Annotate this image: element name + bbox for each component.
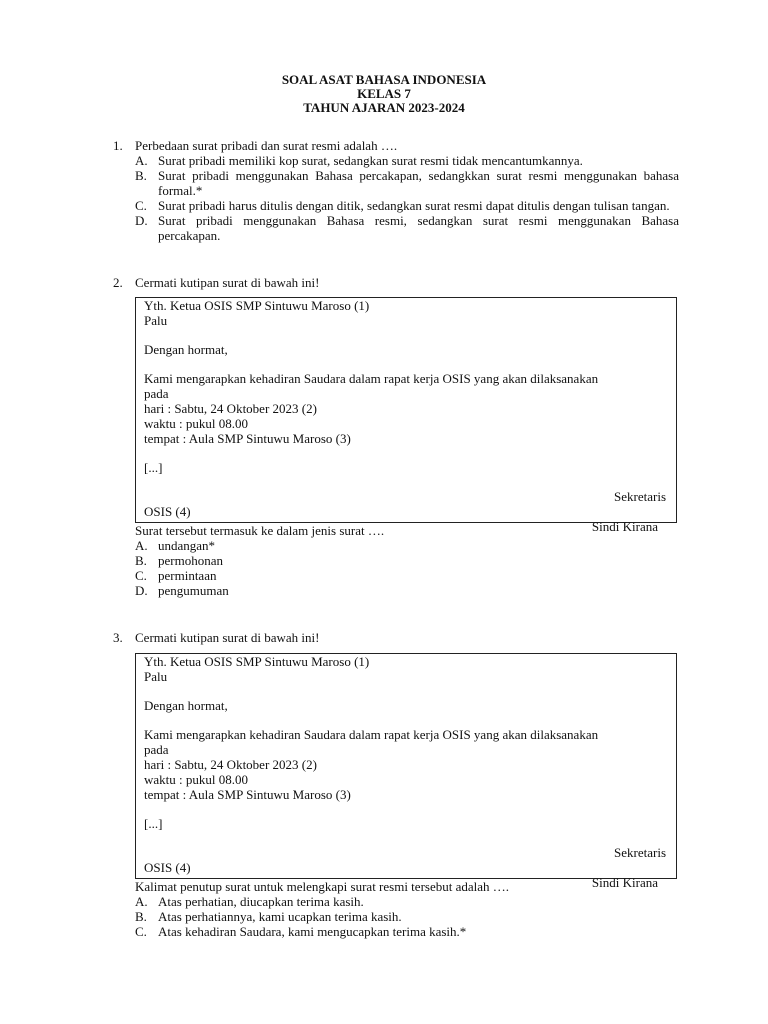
header-year: TAHUN AJARAN 2023-2024	[303, 100, 465, 115]
question-text: Cermati kutipan surat di bawah ini!	[135, 630, 320, 645]
option-letter: A.	[135, 153, 148, 168]
question-2	[113, 275, 679, 598]
option-letter: C.	[135, 924, 147, 939]
question-prompt: Surat tersebut termasuk ke dalam jenis surat ….	[135, 523, 385, 538]
letter-day: hari : Sabtu, 24 Oktober 2023 (2)	[144, 757, 317, 772]
header-title: SOAL ASAT BAHASA INDONESIA	[281, 72, 487, 87]
question-number: 2.	[113, 275, 123, 290]
letter-greeting: Dengan hormat,	[144, 342, 228, 357]
option-letter: B.	[135, 909, 147, 924]
letter-time: waktu : pukul 08.00	[144, 416, 248, 431]
option-letter: B.	[135, 168, 147, 183]
header-class: KELAS 7	[357, 86, 411, 101]
letter-greeting: Dengan hormat,	[144, 698, 228, 713]
letter-body-cont: pada	[144, 386, 169, 401]
option-a	[135, 894, 679, 909]
option-d	[135, 583, 679, 598]
letter-body: Kami mengarapkan kehadiran Saudara dalam rapat kerja OSIS yang akan dilaksanakan	[144, 727, 599, 742]
letter-osis: OSIS (4)	[144, 860, 191, 875]
letter-body: Kami mengarapkan kehadiran Saudara dalam rapat kerja OSIS yang akan dilaksanakan	[144, 371, 599, 386]
option-text: undangan*	[158, 538, 216, 553]
letter-place: tempat : Aula SMP Sintuwu Maroso (3)	[144, 787, 351, 802]
option-text: Surat pribadi harus ditulis dengan ditik, sedangkan surat resmi dapat ditulis dengan tulisan tangan.	[158, 198, 670, 213]
option-b	[135, 909, 679, 924]
question-text: Perbedaan surat pribadi dan surat resmi adalah ….	[135, 138, 398, 153]
option-text: pengumuman	[158, 583, 229, 598]
option-letter: C.	[135, 198, 147, 213]
option-text: Surat pribadi menggunakan Bahasa percakapan, sedangkkan surat resmi menggunakan bahasa formal.*	[158, 168, 679, 198]
question-number: 1.	[113, 138, 123, 153]
option-text: Atas perhatian, diucapkan terima kasih.	[158, 894, 364, 909]
letter-osis: OSIS (4)	[144, 504, 191, 519]
letter-day: hari : Sabtu, 24 Oktober 2023 (2)	[144, 401, 317, 416]
letter-ellipsis: [...]	[144, 460, 163, 475]
option-text: Surat pribadi menggunakan Bahasa resmi, sedangkan surat resmi menggunakan Bahasa percakapan.	[158, 213, 679, 243]
letter-city: Palu	[144, 313, 168, 328]
letter-sign-name: Sindi Kirana	[591, 519, 658, 534]
letter-ellipsis: [...]	[144, 816, 163, 831]
option-a	[135, 153, 679, 168]
option-text: Atas perhatiannya, kami ucapkan terima kasih.	[158, 909, 402, 924]
option-text: Atas kehadiran Saudara, kami mengucapkan terima kasih.*	[158, 924, 467, 939]
option-d	[135, 213, 679, 243]
option-c	[135, 924, 679, 939]
question-1	[113, 138, 679, 243]
option-c	[135, 198, 679, 213]
letter-place: tempat : Aula SMP Sintuwu Maroso (3)	[144, 431, 351, 446]
option-b	[135, 553, 679, 568]
option-letter: D.	[135, 583, 148, 598]
option-letter: C.	[135, 568, 147, 583]
option-letter: A.	[135, 894, 148, 909]
letter-time: waktu : pukul 08.00	[144, 772, 248, 787]
letter-body-cont: pada	[144, 742, 169, 757]
letter-sign-name: Sindi Kirana	[591, 875, 658, 890]
letter-recipient: Yth. Ketua OSIS SMP Sintuwu Maroso (1)	[144, 298, 370, 313]
option-text: Surat pribadi memiliki kop surat, sedangkan surat resmi tidak mencantumkannya.	[158, 153, 583, 168]
option-b	[135, 168, 679, 198]
option-text: permintaan	[158, 568, 217, 583]
option-letter: A.	[135, 538, 148, 553]
question-3	[113, 630, 679, 939]
document-header	[0, 73, 768, 115]
option-letter: D.	[135, 213, 148, 228]
option-letter: B.	[135, 553, 147, 568]
question-text: Cermati kutipan surat di bawah ini!	[135, 275, 320, 290]
option-c	[135, 568, 679, 583]
option-a	[135, 538, 679, 553]
letter-city: Palu	[144, 669, 168, 684]
letter-recipient: Yth. Ketua OSIS SMP Sintuwu Maroso (1)	[144, 654, 370, 669]
option-text: permohonan	[158, 553, 223, 568]
letter-sign-title: Sekretaris	[614, 845, 666, 860]
question-number: 3.	[113, 630, 123, 645]
letter-sign-title: Sekretaris	[614, 489, 666, 504]
question-prompt: Kalimat penutup surat untuk melengkapi surat resmi tersebut adalah ….	[135, 879, 510, 894]
